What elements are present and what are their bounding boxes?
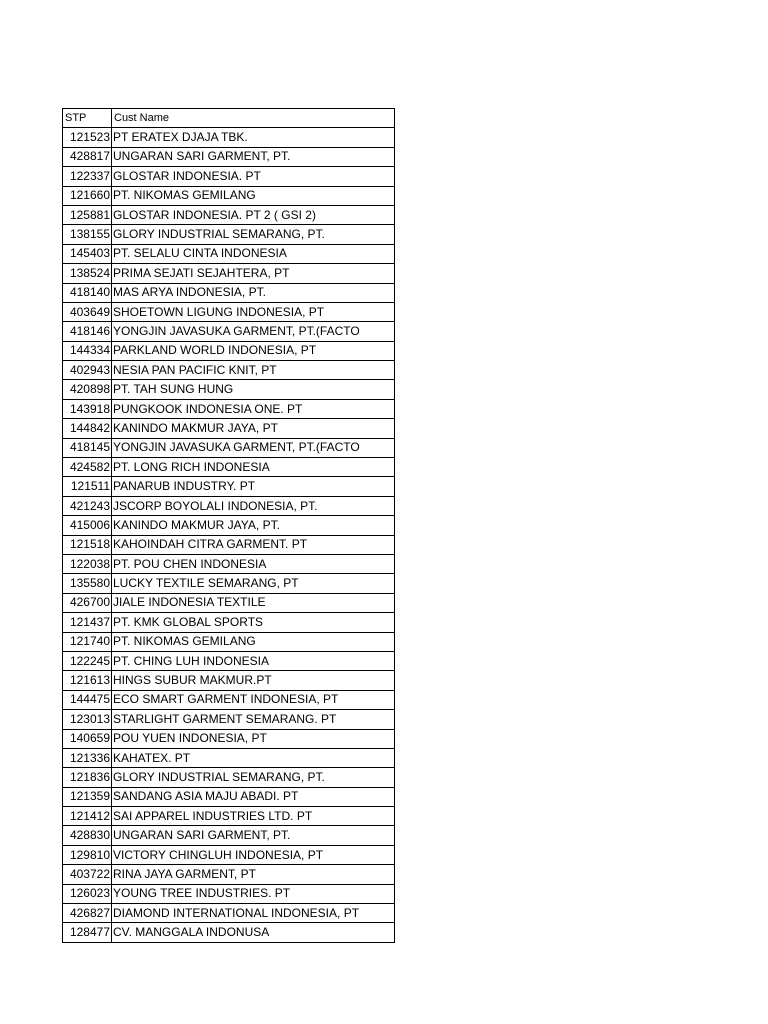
header-row <box>63 109 395 128</box>
cust-name-cell[interactable]: YOUNG TREE INDUSTRIES. PT <box>112 884 395 903</box>
cust-name-cell[interactable]: SHOETOWN LIGUNG INDONESIA, PT <box>112 302 395 321</box>
cust-name-cell[interactable]: PT. KMK GLOBAL SPORTS <box>112 613 395 632</box>
table-row <box>63 787 395 806</box>
cust-name-cell[interactable]: GLORY INDUSTRIAL SEMARANG, PT. <box>112 225 395 244</box>
stp-cell[interactable]: 121359 <box>63 787 112 806</box>
table-row <box>63 419 395 438</box>
table-row <box>63 302 395 321</box>
cust-name-cell[interactable]: YONGJIN JAVASUKA GARMENT, PT.(FACTO <box>112 322 395 341</box>
stp-cell[interactable]: 143918 <box>63 399 112 418</box>
stp-cell[interactable]: 426700 <box>63 593 112 612</box>
table-row <box>63 865 395 884</box>
cust-name-cell[interactable]: GLORY INDUSTRIAL SEMARANG, PT. <box>112 768 395 787</box>
cust-name-cell[interactable]: KAHOINDAH CITRA GARMENT. PT <box>112 535 395 554</box>
stp-cell[interactable]: 421243 <box>63 496 112 515</box>
stp-cell[interactable]: 145403 <box>63 244 112 263</box>
stp-cell[interactable]: 135580 <box>63 574 112 593</box>
table-row <box>63 651 395 670</box>
cust-name-cell[interactable]: SANDANG ASIA MAJU ABADI. PT <box>112 787 395 806</box>
table-row <box>63 554 395 573</box>
stp-cell[interactable]: 121613 <box>63 671 112 690</box>
table-row <box>63 826 395 845</box>
stp-cell[interactable]: 121836 <box>63 768 112 787</box>
table-row <box>63 748 395 767</box>
cust-name-cell[interactable]: NESIA PAN PACIFIC KNIT, PT <box>112 361 395 380</box>
customer-table <box>62 108 395 943</box>
stp-cell[interactable]: 420898 <box>63 380 112 399</box>
spreadsheet-area <box>62 108 395 943</box>
cust-name-cell[interactable]: LUCKY TEXTILE SEMARANG, PT <box>112 574 395 593</box>
table-row <box>63 244 395 263</box>
table-row <box>63 632 395 651</box>
cust-name-cell[interactable]: VICTORY CHINGLUH INDONESIA, PT <box>112 845 395 864</box>
table-row <box>63 574 395 593</box>
stp-cell[interactable]: 418140 <box>63 283 112 302</box>
stp-cell[interactable]: 138155 <box>63 225 112 244</box>
cust-name-cell[interactable]: KANINDO MAKMUR JAYA, PT <box>112 419 395 438</box>
cust-name-cell[interactable]: KANINDO MAKMUR JAYA, PT. <box>112 516 395 535</box>
stp-cell[interactable]: 121523 <box>63 128 112 147</box>
table-row <box>63 361 395 380</box>
stp-cell[interactable]: 122245 <box>63 651 112 670</box>
table-row <box>63 167 395 186</box>
table-row <box>63 690 395 709</box>
table-row <box>63 399 395 418</box>
stp-cell[interactable]: 426827 <box>63 904 112 923</box>
cust-name-cell[interactable]: JIALE INDONESIA TEXTILE <box>112 593 395 612</box>
stp-cell[interactable]: 144842 <box>63 419 112 438</box>
cust-name-cell[interactable]: RINA JAYA GARMENT, PT <box>112 865 395 884</box>
table-row <box>63 322 395 341</box>
stp-cell[interactable]: 125881 <box>63 205 112 224</box>
stp-cell[interactable]: 402943 <box>63 361 112 380</box>
table-row <box>63 593 395 612</box>
stp-cell[interactable]: 144475 <box>63 690 112 709</box>
table-row <box>63 496 395 515</box>
cust-name-cell[interactable]: KAHATEX. PT <box>112 748 395 767</box>
stp-cell[interactable]: 424582 <box>63 458 112 477</box>
cust-name-cell[interactable]: PT. TAH SUNG HUNG <box>112 380 395 399</box>
cust-name-cell[interactable]: GLOSTAR INDONESIA. PT <box>112 167 395 186</box>
stp-cell[interactable]: 126023 <box>63 884 112 903</box>
stp-cell[interactable]: 415006 <box>63 516 112 535</box>
stp-cell[interactable]: 138524 <box>63 264 112 283</box>
cust-name-cell[interactable]: POU YUEN INDONESIA, PT <box>112 729 395 748</box>
cust-name-cell[interactable]: HINGS SUBUR MAKMUR.PT <box>112 671 395 690</box>
cust-name-cell[interactable]: PT ERATEX DJAJA TBK. <box>112 128 395 147</box>
cust-name-cell[interactable]: PT. LONG RICH INDONESIA <box>112 458 395 477</box>
stp-cell[interactable]: 129810 <box>63 845 112 864</box>
table-row <box>63 205 395 224</box>
table-row <box>63 380 395 399</box>
cust-name-cell[interactable]: SAI APPAREL INDUSTRIES LTD. PT <box>112 807 395 826</box>
column-header-stp[interactable]: STP <box>63 109 112 128</box>
table-row <box>63 535 395 554</box>
stp-cell[interactable]: 418145 <box>63 438 112 457</box>
cust-name-cell[interactable]: JSCORP BOYOLALI INDONESIA, PT. <box>112 496 395 515</box>
stp-cell[interactable]: 121336 <box>63 748 112 767</box>
cust-name-cell[interactable]: CV. MANGGALA INDONUSA <box>112 923 395 942</box>
table-row <box>63 225 395 244</box>
cust-name-cell[interactable]: DIAMOND INTERNATIONAL INDONESIA, PT <box>112 904 395 923</box>
table-row <box>63 186 395 205</box>
table-row <box>63 807 395 826</box>
table-row <box>63 671 395 690</box>
cust-name-cell[interactable]: PT. NIKOMAS GEMILANG <box>112 186 395 205</box>
stp-cell[interactable]: 403722 <box>63 865 112 884</box>
cust-name-cell[interactable]: MAS ARYA INDONESIA, PT. <box>112 283 395 302</box>
table-row <box>63 845 395 864</box>
cust-name-cell[interactable]: UNGARAN SARI GARMENT, PT. <box>112 147 395 166</box>
table-row <box>63 477 395 496</box>
stp-cell[interactable]: 428817 <box>63 147 112 166</box>
table-row <box>63 341 395 360</box>
table-row <box>63 768 395 787</box>
stp-cell[interactable]: 122337 <box>63 167 112 186</box>
cust-name-cell[interactable]: PANARUB INDUSTRY. PT <box>112 477 395 496</box>
table-body <box>63 128 395 942</box>
stp-cell[interactable]: 403649 <box>63 302 112 321</box>
table-row <box>63 729 395 748</box>
cust-name-cell[interactable]: PT. CHING LUH INDONESIA <box>112 651 395 670</box>
table-row <box>63 128 395 147</box>
stp-cell[interactable]: 123013 <box>63 710 112 729</box>
table-row <box>63 458 395 477</box>
stp-cell[interactable]: 428830 <box>63 826 112 845</box>
table-row <box>63 264 395 283</box>
table-row <box>63 516 395 535</box>
stp-cell[interactable]: 418146 <box>63 322 112 341</box>
table-row <box>63 613 395 632</box>
table-row <box>63 884 395 903</box>
cust-name-cell[interactable]: ECO SMART GARMENT INDONESIA, PT <box>112 690 395 709</box>
stp-cell[interactable]: 121660 <box>63 186 112 205</box>
cust-name-cell[interactable]: PT. SELALU CINTA INDONESIA <box>112 244 395 263</box>
cust-name-cell[interactable]: YONGJIN JAVASUKA GARMENT, PT.(FACTO <box>112 438 395 457</box>
stp-cell[interactable]: 121412 <box>63 807 112 826</box>
stp-cell[interactable]: 122038 <box>63 554 112 573</box>
stp-cell[interactable]: 128477 <box>63 923 112 942</box>
stp-cell[interactable]: 144334 <box>63 341 112 360</box>
stp-cell[interactable]: 121518 <box>63 535 112 554</box>
column-header-cust-name[interactable]: Cust Name <box>112 109 395 128</box>
cust-name-cell[interactable]: PT. POU CHEN INDONESIA <box>112 554 395 573</box>
table-row <box>63 710 395 729</box>
cust-name-cell[interactable]: PARKLAND WORLD INDONESIA, PT <box>112 341 395 360</box>
cust-name-cell[interactable]: PT. NIKOMAS GEMILANG <box>112 632 395 651</box>
table-row <box>63 904 395 923</box>
stp-cell[interactable]: 140659 <box>63 729 112 748</box>
cust-name-cell[interactable]: UNGARAN SARI GARMENT, PT. <box>112 826 395 845</box>
table-row <box>63 147 395 166</box>
cust-name-cell[interactable]: PUNGKOOK INDONESIA ONE. PT <box>112 399 395 418</box>
cust-name-cell[interactable]: PRIMA SEJATI SEJAHTERA, PT <box>112 264 395 283</box>
stp-cell[interactable]: 121511 <box>63 477 112 496</box>
table-row <box>63 283 395 302</box>
stp-cell[interactable]: 121740 <box>63 632 112 651</box>
stp-cell[interactable]: 121437 <box>63 613 112 632</box>
cust-name-cell[interactable]: GLOSTAR INDONESIA. PT 2 ( GSI 2) <box>112 205 395 224</box>
table-row <box>63 438 395 457</box>
table-row <box>63 923 395 942</box>
cust-name-cell[interactable]: STARLIGHT GARMENT SEMARANG. PT <box>112 710 395 729</box>
